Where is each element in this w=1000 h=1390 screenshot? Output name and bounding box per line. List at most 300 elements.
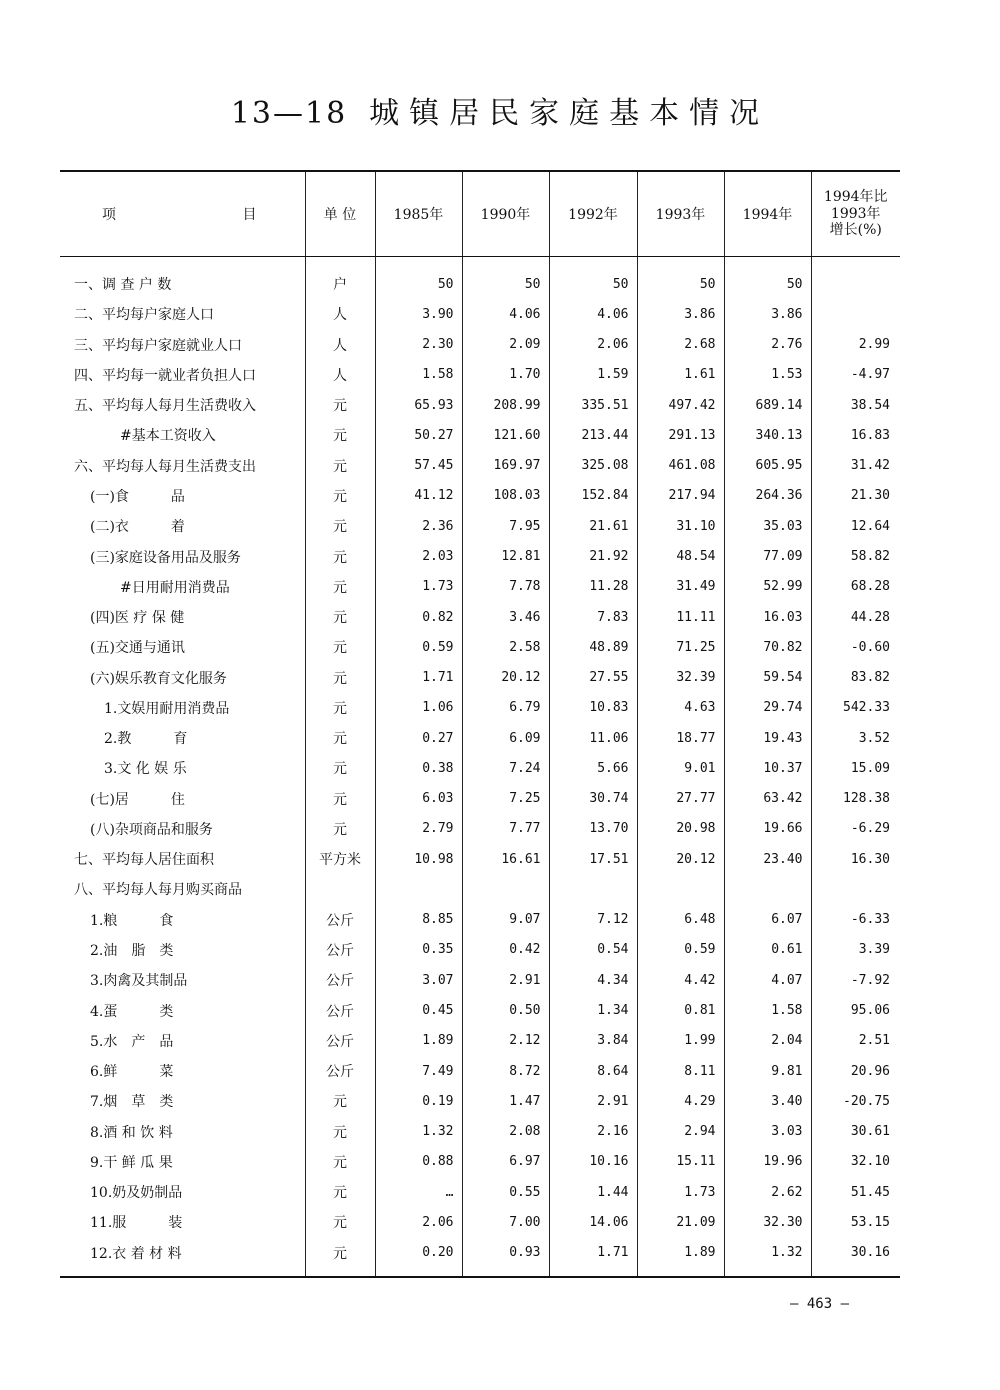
row-value-1990: 7.95 — [462, 511, 549, 541]
row-value-1985: 2.06 — [375, 1207, 462, 1237]
row-value-1993: 8.11 — [637, 1056, 724, 1086]
row-value-1993: 6.48 — [637, 905, 724, 935]
row-item-label: 一、调 查 户 数 — [74, 277, 172, 294]
row-item-label: 10.奶及奶制品 — [90, 1185, 183, 1202]
table-row — [60, 905, 900, 935]
row-value-1985: 0.20 — [375, 1238, 462, 1277]
table-row — [60, 662, 900, 692]
row-value-1992: 11.28 — [549, 572, 637, 602]
table-row — [60, 602, 900, 632]
table-row — [60, 1026, 900, 1056]
row-item-label: 二、平均每户家庭人口 — [74, 307, 214, 324]
row-unit: 户 — [305, 257, 375, 300]
row-unit: 元 — [305, 1116, 375, 1146]
row-value-1994: 605.95 — [724, 451, 811, 481]
table-row — [60, 965, 900, 995]
row-growth: -6.33 — [811, 905, 900, 935]
row-unit: 公斤 — [305, 1026, 375, 1056]
row-item-label: (七)居 住 — [90, 791, 185, 808]
row-value-1985: 7.49 — [375, 1056, 462, 1086]
row-value-1994: 1.53 — [724, 360, 811, 390]
row-value-1994: 19.66 — [724, 814, 811, 844]
row-value-1994: 2.62 — [724, 1177, 811, 1207]
row-value-1993: 27.77 — [637, 784, 724, 814]
household-stats-table — [60, 170, 900, 1278]
row-value-1990: 121.60 — [462, 420, 549, 450]
header-growth: 1994年比 1993年 增长(%) — [811, 171, 900, 257]
row-value-1993: 4.29 — [637, 1086, 724, 1116]
header-1990: 1990年 — [462, 171, 549, 257]
row-value-1994: 264.36 — [724, 481, 811, 511]
row-value-1985: 2.79 — [375, 814, 462, 844]
row-value-1990: 7.78 — [462, 572, 549, 602]
row-value-1990: 1.47 — [462, 1086, 549, 1116]
row-value-1985: 0.35 — [375, 935, 462, 965]
row-growth: 44.28 — [811, 602, 900, 632]
table-row — [60, 511, 900, 541]
row-value-1985: 41.12 — [375, 481, 462, 511]
row-value-1994: 3.86 — [724, 299, 811, 329]
row-growth: 20.96 — [811, 1056, 900, 1086]
row-value-1992: 335.51 — [549, 390, 637, 420]
row-unit: 元 — [305, 511, 375, 541]
row-value-1994: 63.42 — [724, 784, 811, 814]
row-growth: 38.54 — [811, 390, 900, 420]
row-item-label: (八)杂项商品和服务 — [90, 821, 213, 838]
row-growth: 16.83 — [811, 420, 900, 450]
row-value-1990: 9.07 — [462, 905, 549, 935]
row-growth — [811, 299, 900, 329]
row-item-label: 2.油 脂 类 — [90, 942, 174, 959]
table-row — [60, 874, 900, 904]
table-body — [60, 257, 900, 1277]
row-value-1994: 32.30 — [724, 1207, 811, 1237]
row-value-1985: 0.88 — [375, 1147, 462, 1177]
row-value-1992: 30.74 — [549, 784, 637, 814]
row-value-1985: 2.36 — [375, 511, 462, 541]
row-value-1992: 1.71 — [549, 1238, 637, 1277]
row-unit: 元 — [305, 451, 375, 481]
row-value-1985: 0.19 — [375, 1086, 462, 1116]
row-value-1993: 32.39 — [637, 662, 724, 692]
row-value-1994: 10.37 — [724, 753, 811, 783]
row-value-1992: 10.16 — [549, 1147, 637, 1177]
table-row — [60, 784, 900, 814]
row-value-1992: 2.16 — [549, 1116, 637, 1146]
row-value-1990: 12.81 — [462, 541, 549, 571]
row-value-1994: 23.40 — [724, 844, 811, 874]
row-value-1993: 20.98 — [637, 814, 724, 844]
row-value-1985: 0.38 — [375, 753, 462, 783]
row-value-1990: 4.06 — [462, 299, 549, 329]
row-value-1994: 340.13 — [724, 420, 811, 450]
row-value-1990: 6.09 — [462, 723, 549, 753]
row-growth: 68.28 — [811, 572, 900, 602]
row-value-1992: 5.66 — [549, 753, 637, 783]
row-value-1993: 31.10 — [637, 511, 724, 541]
row-value-1992: 13.70 — [549, 814, 637, 844]
row-value-1994: 2.04 — [724, 1026, 811, 1056]
table-row — [60, 420, 900, 450]
row-value-1985: 0.59 — [375, 632, 462, 662]
header-item: 项 目 — [60, 171, 305, 257]
row-item-label: 8.酒 和 饮 料 — [90, 1124, 173, 1141]
row-value-1985: 8.85 — [375, 905, 462, 935]
row-value-1992: 27.55 — [549, 662, 637, 692]
row-value-1992: 10.83 — [549, 693, 637, 723]
row-value-1990: 0.42 — [462, 935, 549, 965]
row-item-label: 9.干 鲜 瓜 果 — [90, 1154, 173, 1171]
row-value-1990: 7.00 — [462, 1207, 549, 1237]
row-value-1990: 208.99 — [462, 390, 549, 420]
row-growth: 3.39 — [811, 935, 900, 965]
row-item-label: 1.文娱用耐用消费品 — [104, 700, 230, 717]
row-value-1993: 11.11 — [637, 602, 724, 632]
row-unit: 元 — [305, 1207, 375, 1237]
row-item-label: (一)食 品 — [90, 488, 185, 505]
row-unit: 元 — [305, 1086, 375, 1116]
row-value-1992: 3.84 — [549, 1026, 637, 1056]
row-item-label: 11.服 装 — [90, 1215, 183, 1232]
row-value-1992: 1.59 — [549, 360, 637, 390]
table-row — [60, 1207, 900, 1237]
row-value-1993 — [637, 874, 724, 904]
row-value-1993: 15.11 — [637, 1147, 724, 1177]
row-item-label: 4.蛋 类 — [90, 1003, 174, 1020]
table-row — [60, 330, 900, 360]
row-value-1985: 1.06 — [375, 693, 462, 723]
row-unit: 元 — [305, 753, 375, 783]
row-value-1992: 21.61 — [549, 511, 637, 541]
row-value-1994: 50 — [724, 257, 811, 300]
row-value-1994: 689.14 — [724, 390, 811, 420]
row-value-1985: 57.45 — [375, 451, 462, 481]
row-item-label: 1.粮 食 — [90, 912, 174, 929]
table-row — [60, 632, 900, 662]
row-unit: 元 — [305, 572, 375, 602]
row-value-1993: 0.59 — [637, 935, 724, 965]
row-value-1994: 4.07 — [724, 965, 811, 995]
row-unit: 人 — [305, 299, 375, 329]
row-value-1985: 10.98 — [375, 844, 462, 874]
row-value-1994: 70.82 — [724, 632, 811, 662]
row-value-1992: 8.64 — [549, 1056, 637, 1086]
row-item-label: 七、平均每人居住面积 — [74, 852, 214, 869]
table-row — [60, 1177, 900, 1207]
row-growth: 15.09 — [811, 753, 900, 783]
table-row — [60, 814, 900, 844]
row-unit: 元 — [305, 390, 375, 420]
row-value-1993: 31.49 — [637, 572, 724, 602]
row-growth — [811, 257, 900, 300]
row-value-1985: 65.93 — [375, 390, 462, 420]
row-value-1992: 1.44 — [549, 1177, 637, 1207]
row-value-1994: 19.96 — [724, 1147, 811, 1177]
row-value-1985: 2.30 — [375, 330, 462, 360]
row-value-1985: 1.58 — [375, 360, 462, 390]
row-value-1992 — [549, 874, 637, 904]
row-value-1985: 0.27 — [375, 723, 462, 753]
row-value-1990: 108.03 — [462, 481, 549, 511]
row-growth: 21.30 — [811, 481, 900, 511]
row-growth: 12.64 — [811, 511, 900, 541]
row-unit: 元 — [305, 1238, 375, 1277]
row-item-label: 五、平均每人每月生活费收入 — [74, 398, 256, 415]
row-unit: 元 — [305, 723, 375, 753]
row-value-1985: … — [375, 1177, 462, 1207]
row-item-label: #日用耐用消费品 — [120, 579, 230, 596]
table-row — [60, 995, 900, 1025]
row-value-1993: 461.08 — [637, 451, 724, 481]
row-item-label: (六)娱乐教育文化服务 — [90, 670, 227, 687]
row-value-1990: 8.72 — [462, 1056, 549, 1086]
row-unit: 元 — [305, 541, 375, 571]
row-value-1993: 48.54 — [637, 541, 724, 571]
row-unit: 人 — [305, 360, 375, 390]
row-value-1990: 2.12 — [462, 1026, 549, 1056]
table-row — [60, 1116, 900, 1146]
row-item-label: 八、平均每人每月购买商品 — [74, 882, 242, 899]
row-value-1990: 0.93 — [462, 1238, 549, 1277]
row-value-1992: 213.44 — [549, 420, 637, 450]
row-value-1985: 3.90 — [375, 299, 462, 329]
table-row — [60, 390, 900, 420]
page-title — [0, 88, 1000, 132]
row-unit: 公斤 — [305, 1056, 375, 1086]
row-growth: 16.30 — [811, 844, 900, 874]
row-item-label: 四、平均每一就业者负担人口 — [74, 367, 256, 384]
row-growth: -4.97 — [811, 360, 900, 390]
row-value-1990: 20.12 — [462, 662, 549, 692]
row-value-1985 — [375, 874, 462, 904]
table-row — [60, 572, 900, 602]
row-value-1992: 7.83 — [549, 602, 637, 632]
row-value-1993: 9.01 — [637, 753, 724, 783]
row-item-label: 三、平均每户家庭就业人口 — [74, 337, 242, 354]
row-value-1985: 1.89 — [375, 1026, 462, 1056]
row-value-1992: 4.34 — [549, 965, 637, 995]
row-unit: 人 — [305, 330, 375, 360]
row-unit: 元 — [305, 693, 375, 723]
row-value-1985: 6.03 — [375, 784, 462, 814]
row-growth: 128.38 — [811, 784, 900, 814]
header-1994: 1994年 — [724, 171, 811, 257]
row-value-1993: 4.42 — [637, 965, 724, 995]
row-value-1994: 29.74 — [724, 693, 811, 723]
row-value-1985: 0.82 — [375, 602, 462, 632]
row-growth: 542.33 — [811, 693, 900, 723]
row-value-1994: 16.03 — [724, 602, 811, 632]
row-value-1992: 4.06 — [549, 299, 637, 329]
row-growth: 31.42 — [811, 451, 900, 481]
row-growth: 3.52 — [811, 723, 900, 753]
row-value-1992: 14.06 — [549, 1207, 637, 1237]
row-value-1993: 1.73 — [637, 1177, 724, 1207]
row-unit: 元 — [305, 481, 375, 511]
row-unit: 元 — [305, 632, 375, 662]
row-item-label: #基本工资收入 — [120, 428, 216, 445]
row-value-1990: 50 — [462, 257, 549, 300]
row-value-1993: 4.63 — [637, 693, 724, 723]
row-value-1993: 21.09 — [637, 1207, 724, 1237]
row-value-1992: 2.91 — [549, 1086, 637, 1116]
header-1992: 1992年 — [549, 171, 637, 257]
row-value-1990: 7.25 — [462, 784, 549, 814]
row-item-label: 12.衣 着 材 料 — [90, 1245, 182, 1262]
row-growth: 30.16 — [811, 1238, 900, 1277]
row-item-label: 3.文 化 娱 乐 — [104, 761, 187, 778]
header-unit: 单 位 — [305, 171, 375, 257]
row-item-label: 5.水 产 品 — [90, 1033, 174, 1050]
row-growth: 2.51 — [811, 1026, 900, 1056]
row-unit — [305, 874, 375, 904]
table-row — [60, 753, 900, 783]
row-value-1990: 2.91 — [462, 965, 549, 995]
table-row — [60, 844, 900, 874]
row-value-1994: 3.03 — [724, 1116, 811, 1146]
row-growth: 32.10 — [811, 1147, 900, 1177]
row-value-1990: 7.24 — [462, 753, 549, 783]
table-row — [60, 360, 900, 390]
row-value-1993: 0.81 — [637, 995, 724, 1025]
row-value-1992: 50 — [549, 257, 637, 300]
row-growth: 95.06 — [811, 995, 900, 1025]
row-unit: 公斤 — [305, 905, 375, 935]
page-number: — 463 — — [790, 1296, 850, 1312]
table-row — [60, 257, 900, 300]
row-value-1985: 0.45 — [375, 995, 462, 1025]
table-row — [60, 451, 900, 481]
row-unit: 元 — [305, 420, 375, 450]
table-row — [60, 1086, 900, 1116]
row-unit: 元 — [305, 1147, 375, 1177]
row-item-label: (五)交通与通讯 — [90, 640, 185, 657]
row-value-1994: 0.61 — [724, 935, 811, 965]
row-value-1985: 50 — [375, 257, 462, 300]
row-value-1993: 1.89 — [637, 1238, 724, 1277]
row-item-label: 6.鲜 菜 — [90, 1064, 174, 1081]
row-value-1992: 0.54 — [549, 935, 637, 965]
row-growth: 2.99 — [811, 330, 900, 360]
row-value-1993: 217.94 — [637, 481, 724, 511]
table-number: 13—18 — [230, 96, 348, 131]
row-value-1993: 20.12 — [637, 844, 724, 874]
row-value-1985: 3.07 — [375, 965, 462, 995]
row-value-1990: 169.97 — [462, 451, 549, 481]
row-value-1992: 152.84 — [549, 481, 637, 511]
row-value-1985: 50.27 — [375, 420, 462, 450]
row-item-label: (四)医 疗 保 健 — [90, 610, 185, 627]
row-unit: 元 — [305, 784, 375, 814]
row-value-1992: 21.92 — [549, 541, 637, 571]
row-value-1992: 1.34 — [549, 995, 637, 1025]
row-unit: 公斤 — [305, 965, 375, 995]
table-row — [60, 1238, 900, 1277]
row-value-1993: 50 — [637, 257, 724, 300]
row-item-label: 7.烟 草 类 — [90, 1094, 174, 1111]
row-value-1994: 1.58 — [724, 995, 811, 1025]
row-growth: -7.92 — [811, 965, 900, 995]
row-value-1994: 2.76 — [724, 330, 811, 360]
row-value-1990: 0.55 — [462, 1177, 549, 1207]
row-value-1990: 16.61 — [462, 844, 549, 874]
row-value-1994: 35.03 — [724, 511, 811, 541]
row-growth: -20.75 — [811, 1086, 900, 1116]
row-value-1992: 17.51 — [549, 844, 637, 874]
row-value-1993: 71.25 — [637, 632, 724, 662]
row-value-1990: 2.58 — [462, 632, 549, 662]
table-row — [60, 1056, 900, 1086]
row-value-1990: 0.50 — [462, 995, 549, 1025]
row-value-1990 — [462, 874, 549, 904]
row-value-1992: 11.06 — [549, 723, 637, 753]
row-item-label: 2.教 育 — [104, 731, 188, 748]
row-growth: 51.45 — [811, 1177, 900, 1207]
row-value-1993: 1.99 — [637, 1026, 724, 1056]
row-unit: 元 — [305, 814, 375, 844]
table-header-row — [60, 171, 900, 257]
table-row — [60, 723, 900, 753]
row-value-1990: 1.70 — [462, 360, 549, 390]
row-growth: 53.15 — [811, 1207, 900, 1237]
row-item-label: 六、平均每人每月生活费支出 — [74, 458, 256, 475]
row-value-1994: 19.43 — [724, 723, 811, 753]
header-1993: 1993年 — [637, 171, 724, 257]
row-value-1985: 1.32 — [375, 1116, 462, 1146]
row-value-1993: 2.94 — [637, 1116, 724, 1146]
row-value-1990: 7.77 — [462, 814, 549, 844]
row-unit: 平方米 — [305, 844, 375, 874]
row-value-1993: 3.86 — [637, 299, 724, 329]
row-value-1994: 77.09 — [724, 541, 811, 571]
row-unit: 元 — [305, 602, 375, 632]
row-value-1990: 6.79 — [462, 693, 549, 723]
row-growth — [811, 874, 900, 904]
row-value-1994: 52.99 — [724, 572, 811, 602]
row-value-1994: 6.07 — [724, 905, 811, 935]
row-value-1990: 3.46 — [462, 602, 549, 632]
row-value-1993: 497.42 — [637, 390, 724, 420]
row-value-1990: 2.09 — [462, 330, 549, 360]
table-row — [60, 299, 900, 329]
row-item-label: (三)家庭设备用品及服务 — [90, 549, 241, 566]
table-row — [60, 541, 900, 571]
row-value-1985: 2.03 — [375, 541, 462, 571]
row-unit: 公斤 — [305, 995, 375, 1025]
row-growth: 83.82 — [811, 662, 900, 692]
row-growth: -6.29 — [811, 814, 900, 844]
row-value-1994: 3.40 — [724, 1086, 811, 1116]
table-row — [60, 935, 900, 965]
row-value-1992: 7.12 — [549, 905, 637, 935]
table-row — [60, 693, 900, 723]
row-value-1990: 6.97 — [462, 1147, 549, 1177]
row-value-1994: 59.54 — [724, 662, 811, 692]
row-value-1993: 18.77 — [637, 723, 724, 753]
row-value-1994: 9.81 — [724, 1056, 811, 1086]
row-item-label: 3.肉禽及其制品 — [90, 973, 188, 990]
row-value-1990: 2.08 — [462, 1116, 549, 1146]
row-value-1992: 2.06 — [549, 330, 637, 360]
row-growth: 30.61 — [811, 1116, 900, 1146]
row-value-1993: 1.61 — [637, 360, 724, 390]
row-unit: 元 — [305, 1177, 375, 1207]
table-row — [60, 1147, 900, 1177]
row-item-label: (二)衣 着 — [90, 519, 185, 536]
row-value-1993: 2.68 — [637, 330, 724, 360]
header-1985: 1985年 — [375, 171, 462, 257]
row-value-1992: 48.89 — [549, 632, 637, 662]
